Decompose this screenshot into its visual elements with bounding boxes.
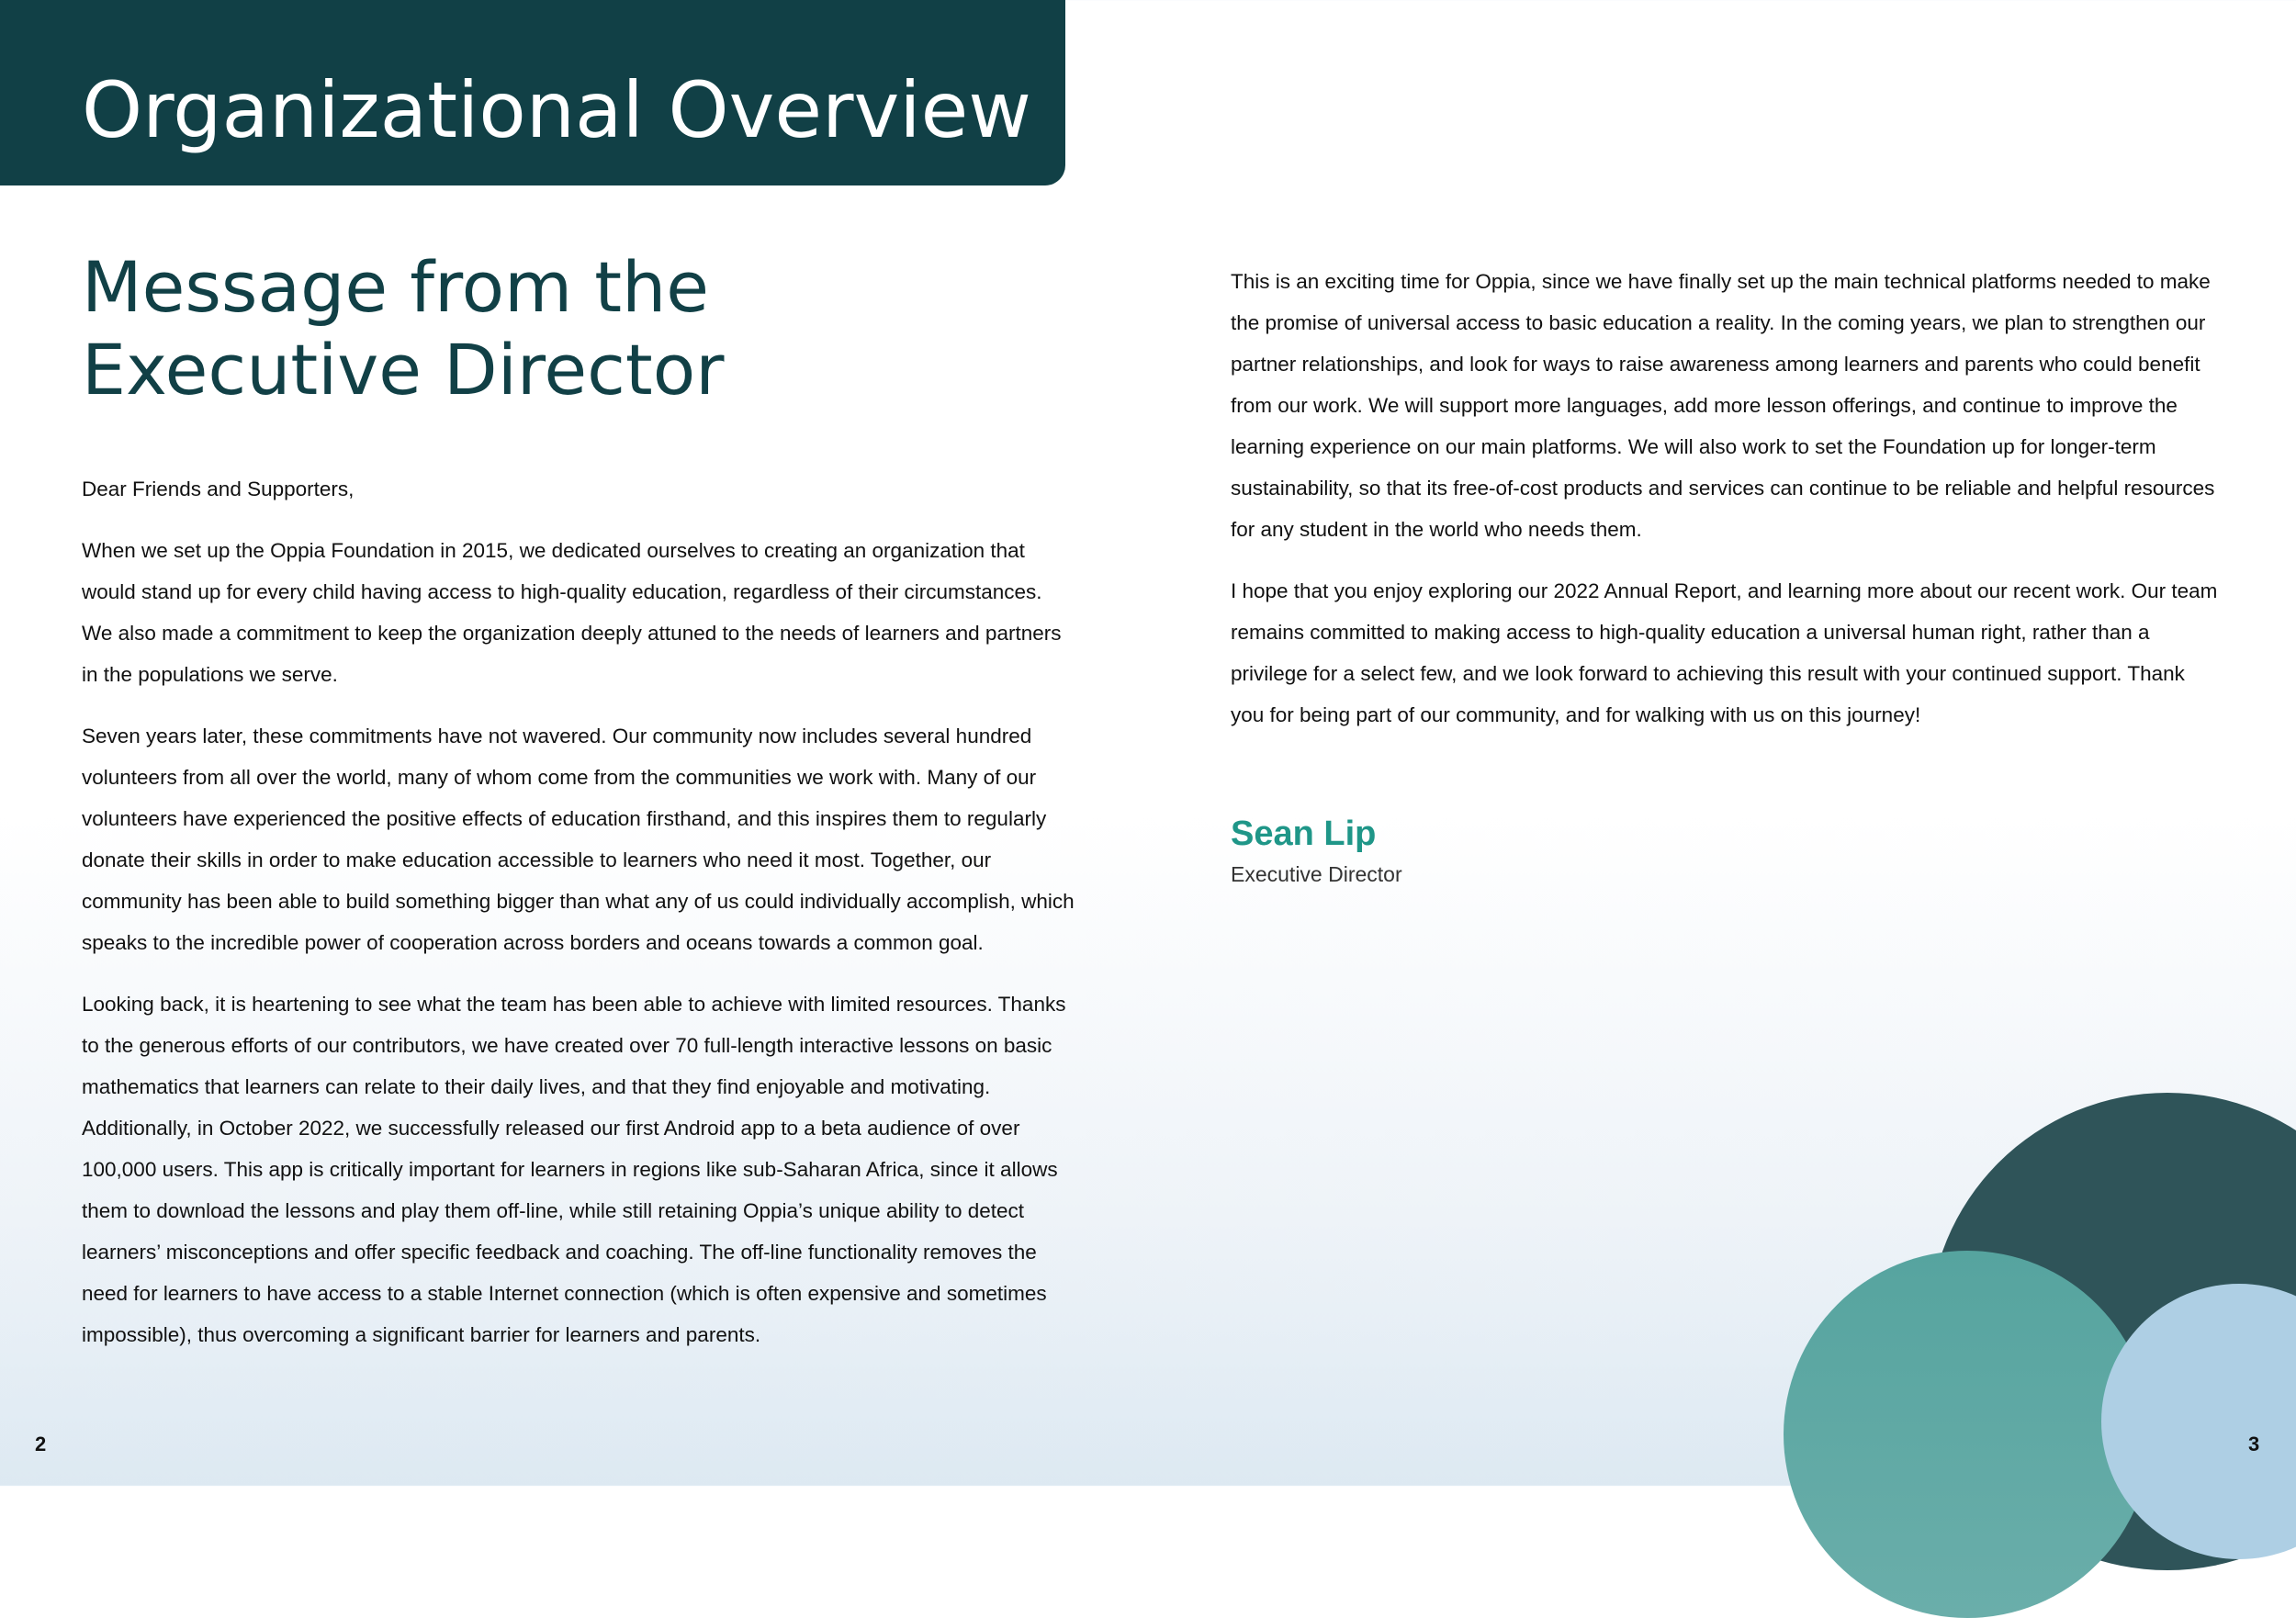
- section-title: Organizational Overview: [82, 65, 1032, 155]
- decorative-circle-teal: [1784, 1251, 2151, 1618]
- letter-paragraph: This is an exciting time for Oppia, since we have finally set up the main technical platforms needed to make the promise of universal access to basic education a reality. In the coming years, we plan to strengthen our partner relationships, and look for ways to raise awareness among learners and parents who could benefit from our work. We will support more languages, add more lesson offerings, and continue to improve the learning experience on our main platforms. We will also work to set the Foundation up for longer-term sustainability, so that its free-of-cost products and services can continue to be reliable and helpful resources for any student in the world who needs them.: [1231, 270, 2215, 541]
- page-number-right: 3: [2248, 1433, 2260, 1455]
- letter-left-column: [82, 468, 1078, 1376]
- signature-block: [1231, 811, 1402, 887]
- letter-salutation: Dear Friends and Supporters,: [82, 478, 355, 500]
- letter-paragraph: Seven years later, these commitments have not wavered. Our community now includes several hundred volunteers from all over the world, many of whom come from the communities we work with. Many of our volunteers have experienced the positive effects of education firsthand, and this inspires them to regularly donate their skills in order to make education accessible to learners who need it most. Together, our community has been able to build something bigger than what any of us could individually accomplish, which speaks to the incredible power of cooperation across borders and oceans towards a common goal.: [82, 725, 1075, 954]
- header-band: [0, 0, 1065, 185]
- letter-right-column: [1231, 261, 2218, 756]
- signature-name: Sean Lip: [1231, 815, 1377, 853]
- letter-paragraph: Looking back, it is heartening to see what the team has been able to achieve with limited resources. Thanks to the generous efforts of our contributors, we have created over 70 full-length interactive lessons on basic mathematics that learners can relate to their daily lives, and that they find enjoyable and motivating. Additionally, in October 2022, we successfully released our first Android app to a beta audience of over 100,000 users. This app is critically important for learners in regions like sub-Saharan Africa, since it allows them to download the lessons and play them off-line, while still retaining Oppia’s unique ability to detect learners’ misconceptions and offer specific feedback and coaching. The off-line functionality removes the need for learners to have access to a stable Internet connection (which is often expensive and sometimes impossible), thus overcoming a significant barrier for learners and parents.: [82, 993, 1066, 1346]
- page-heading: Message from the Executive Director: [82, 246, 725, 410]
- page-number-left: 2: [35, 1433, 47, 1455]
- letter-paragraph: I hope that you enjoy exploring our 2022 Annual Report, and learning more about our recent work. Our team remains committed to making access to high-quality education a universal human right, rather than a privilege for a select few, and we look forward to achieving this result with your continued support. Thank you for being part of our community, and for walking with us on this journey!: [1231, 579, 2218, 726]
- signature-role: Executive Director: [1231, 862, 1402, 886]
- letter-paragraph: When we set up the Oppia Foundation in 2015, we dedicated ourselves to creating an organization that would stand up for every child having access to high-quality education, regardless of their circumstances. We also made a commitment to keep the organization deeply attuned to the needs of learners and partners in the populations we serve.: [82, 539, 1062, 686]
